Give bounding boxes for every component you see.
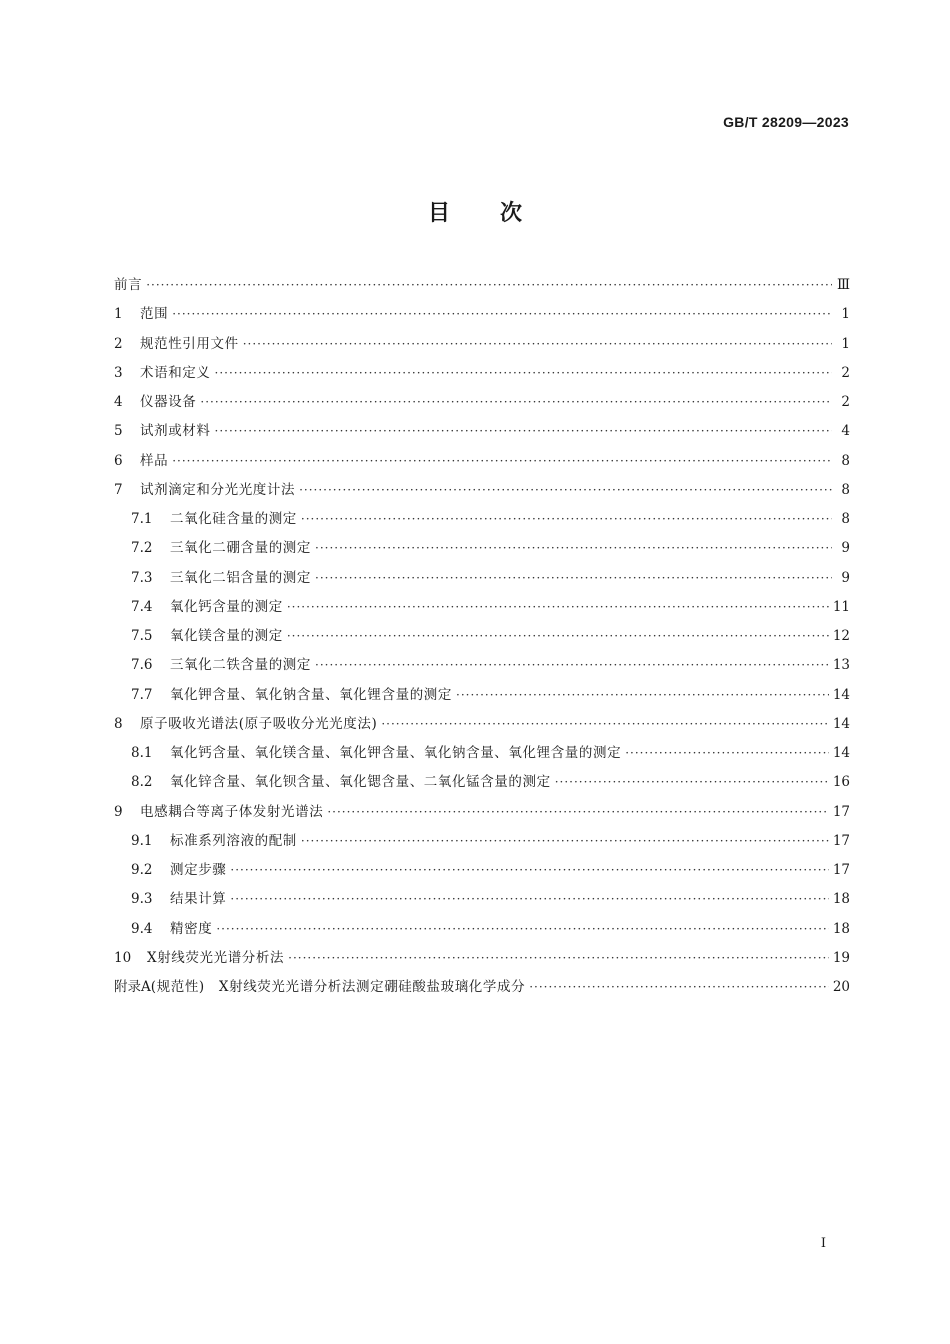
toc-leader-dots <box>555 768 829 797</box>
toc-entry[interactable] <box>114 505 850 534</box>
toc-entry-page: 17 <box>832 832 850 849</box>
toc-entry[interactable] <box>114 359 850 388</box>
toc-entry-page: Ⅲ <box>836 277 850 293</box>
toc-entry-number: 7.3 <box>131 569 153 586</box>
toc-entry-title: 样品 <box>140 452 169 469</box>
toc-entry[interactable] <box>114 827 850 856</box>
toc-entry[interactable] <box>114 417 850 446</box>
toc-entry-page: 17 <box>832 803 850 820</box>
toc-entry-page: 2 <box>841 394 850 410</box>
toc-entry-title: 氧化锌含量、氧化钡含量、氧化锶含量、二氧化锰含量的测定 <box>170 774 551 791</box>
toc-entry-title: 标准系列溶液的配制 <box>170 832 297 849</box>
toc-entry-number: 附录A <box>114 979 151 995</box>
toc-entry-title: 二氧化硅含量的测定 <box>170 511 297 527</box>
toc-entry-number: 4 <box>114 394 123 410</box>
toc-entry-page: 20 <box>832 979 850 995</box>
toc-entry-number: 7.4 <box>131 598 153 615</box>
toc-entry[interactable] <box>114 856 850 885</box>
toc-entry-page: 8 <box>841 481 850 498</box>
toc-leader-dots <box>172 300 832 329</box>
toc-entry-page: 2 <box>841 364 850 381</box>
toc-entry[interactable] <box>114 651 850 680</box>
toc-leader-dots <box>381 710 828 739</box>
toc-entry-number: 1 <box>114 306 123 323</box>
toc-entry[interactable] <box>114 388 850 417</box>
toc-entry-page: 12 <box>832 628 850 644</box>
toc-entry-number: 6 <box>114 452 123 469</box>
toc-entry-title: 氧化钙含量的测定 <box>170 598 283 615</box>
toc-entry-page: 14 <box>832 745 850 761</box>
toc-leader-dots <box>327 798 829 827</box>
toc-entry-page: 18 <box>832 920 850 937</box>
toc-entry-page: 1 <box>841 306 850 323</box>
toc-leader-dots <box>529 973 829 1002</box>
page-title: 目次 <box>427 201 572 226</box>
toc-entry-page: 18 <box>832 891 850 908</box>
toc-entry[interactable] <box>114 710 850 739</box>
toc-entry-title: 三氧化二硼含量的测定 <box>170 540 311 557</box>
toc-entry-number: 10 <box>114 949 132 966</box>
toc-entry-number: 7.7 <box>131 686 153 703</box>
toc-entry-title: 氧化镁含量的测定 <box>170 628 283 644</box>
toc-entry[interactable] <box>114 564 850 593</box>
toc-leader-dots <box>230 856 828 885</box>
toc-entry-title: 氧化钙含量、氧化镁含量、氧化钾含量、氧化钠含量、氧化锂含量的测定 <box>170 745 622 761</box>
toc-leader-dots <box>215 359 833 388</box>
toc-entry-page: 11 <box>832 598 850 615</box>
toc-entry-number: 2 <box>114 335 123 352</box>
toc-entry-title: 精密度 <box>170 920 213 937</box>
toc-entry[interactable] <box>114 447 850 476</box>
toc-entry-title: 术语和定义 <box>140 364 211 381</box>
toc-entry[interactable] <box>114 622 850 651</box>
toc-entry-number: 7.6 <box>131 657 153 674</box>
toc-leader-dots <box>216 915 829 944</box>
toc-entry-number: 9.3 <box>131 891 153 908</box>
toc-entry[interactable] <box>114 476 850 505</box>
toc-entry-title: 结果计算 <box>170 891 227 908</box>
toc-entry-title: 三氧化二铝含量的测定 <box>170 569 311 586</box>
toc-entry[interactable] <box>114 271 850 300</box>
toc-leader-dots <box>315 564 832 593</box>
footer-page-number: I <box>820 1236 826 1251</box>
toc-entry-page: 19 <box>832 949 850 966</box>
toc-entry[interactable] <box>114 681 850 710</box>
toc-leader-dots <box>315 534 832 563</box>
toc-leader-dots <box>243 330 832 359</box>
toc-entry-number: 9.4 <box>131 920 153 937</box>
toc-leader-dots <box>625 739 829 768</box>
toc-entry-title: 前言 <box>114 277 143 293</box>
toc-leader-dots <box>315 651 829 680</box>
toc-entry[interactable] <box>114 330 850 359</box>
toc-leader-dots <box>200 388 832 417</box>
toc-entry-number: 8.2 <box>131 774 153 791</box>
standard-code: GB/T 28209—2023 <box>723 114 849 130</box>
toc-entry[interactable] <box>114 915 850 944</box>
toc-entry-number: 9 <box>114 803 123 820</box>
toc-leader-dots <box>215 417 833 446</box>
toc-entry-page: 4 <box>841 423 850 440</box>
toc-leader-dots <box>456 681 829 710</box>
toc-entry-title: 规范性引用文件 <box>140 335 239 352</box>
toc-entry-page: 17 <box>832 862 850 878</box>
toc-entry-page: 1 <box>841 335 850 352</box>
toc-entry-title: 测定步骤 <box>170 862 227 878</box>
toc-entry-page: 13 <box>832 657 850 674</box>
toc-leader-dots <box>301 827 829 856</box>
toc-entry-title: 原子吸收光谱法(原子吸收分光光度法) <box>140 715 378 732</box>
toc-entry-page: 14 <box>832 686 850 703</box>
toc-entry-title: X射线荧光光谱分析法 <box>147 949 285 966</box>
toc-entry[interactable] <box>114 944 850 973</box>
toc-entry-number: 9.1 <box>131 832 153 849</box>
toc-entry[interactable] <box>114 973 850 1002</box>
toc-entry-title: 试剂滴定和分光光度计法 <box>140 481 296 498</box>
toc-entry-title: 试剂或材料 <box>140 423 211 440</box>
toc-entry-number: 5 <box>114 423 123 440</box>
toc-entry[interactable] <box>114 768 850 797</box>
toc-entry-title: (规范性) X射线荧光光谱分析法测定硼硅酸盐玻璃化学成分 <box>150 979 526 995</box>
toc-entry-page: 8 <box>841 452 850 469</box>
toc-entry-number: 8 <box>114 715 123 732</box>
toc-leader-dots <box>301 505 832 534</box>
toc-entry-title: 范围 <box>140 306 169 323</box>
toc-entry-number: 3 <box>114 364 123 381</box>
toc-entry[interactable] <box>114 534 850 563</box>
toc-entry-title: 仪器设备 <box>140 394 197 410</box>
toc-entry-number: 7 <box>114 481 123 498</box>
toc-leader-dots <box>230 885 828 914</box>
table-of-contents <box>114 271 850 1002</box>
toc-leader-dots <box>288 944 829 973</box>
toc-entry-number: 9.2 <box>131 862 153 878</box>
toc-entry-page: 8 <box>841 511 850 527</box>
toc-entry-page: 9 <box>841 569 850 586</box>
toc-entry[interactable] <box>114 593 850 622</box>
toc-leader-dots <box>287 593 829 622</box>
toc-entry[interactable] <box>114 739 850 768</box>
toc-entry-title: 氧化钾含量、氧化钠含量、氧化锂含量的测定 <box>170 686 452 703</box>
toc-entry[interactable] <box>114 300 850 329</box>
toc-leader-dots <box>146 271 832 300</box>
toc-entry[interactable] <box>114 885 850 914</box>
toc-entry-title: 三氧化二铁含量的测定 <box>170 657 311 674</box>
toc-entry[interactable] <box>114 798 850 827</box>
toc-entry-number: 7.2 <box>131 540 153 557</box>
toc-leader-dots <box>172 447 832 476</box>
toc-entry-title: 电感耦合等离子体发射光谱法 <box>140 803 324 820</box>
toc-leader-dots <box>299 476 832 505</box>
toc-entry-number: 7.1 <box>131 511 153 527</box>
toc-entry-page: 14 <box>832 715 850 732</box>
toc-entry-number: 8.1 <box>131 745 153 761</box>
toc-entry-page: 16 <box>832 774 850 791</box>
toc-entry-number: 7.5 <box>131 628 153 644</box>
toc-entry-page: 9 <box>841 540 850 557</box>
toc-leader-dots <box>287 622 829 651</box>
